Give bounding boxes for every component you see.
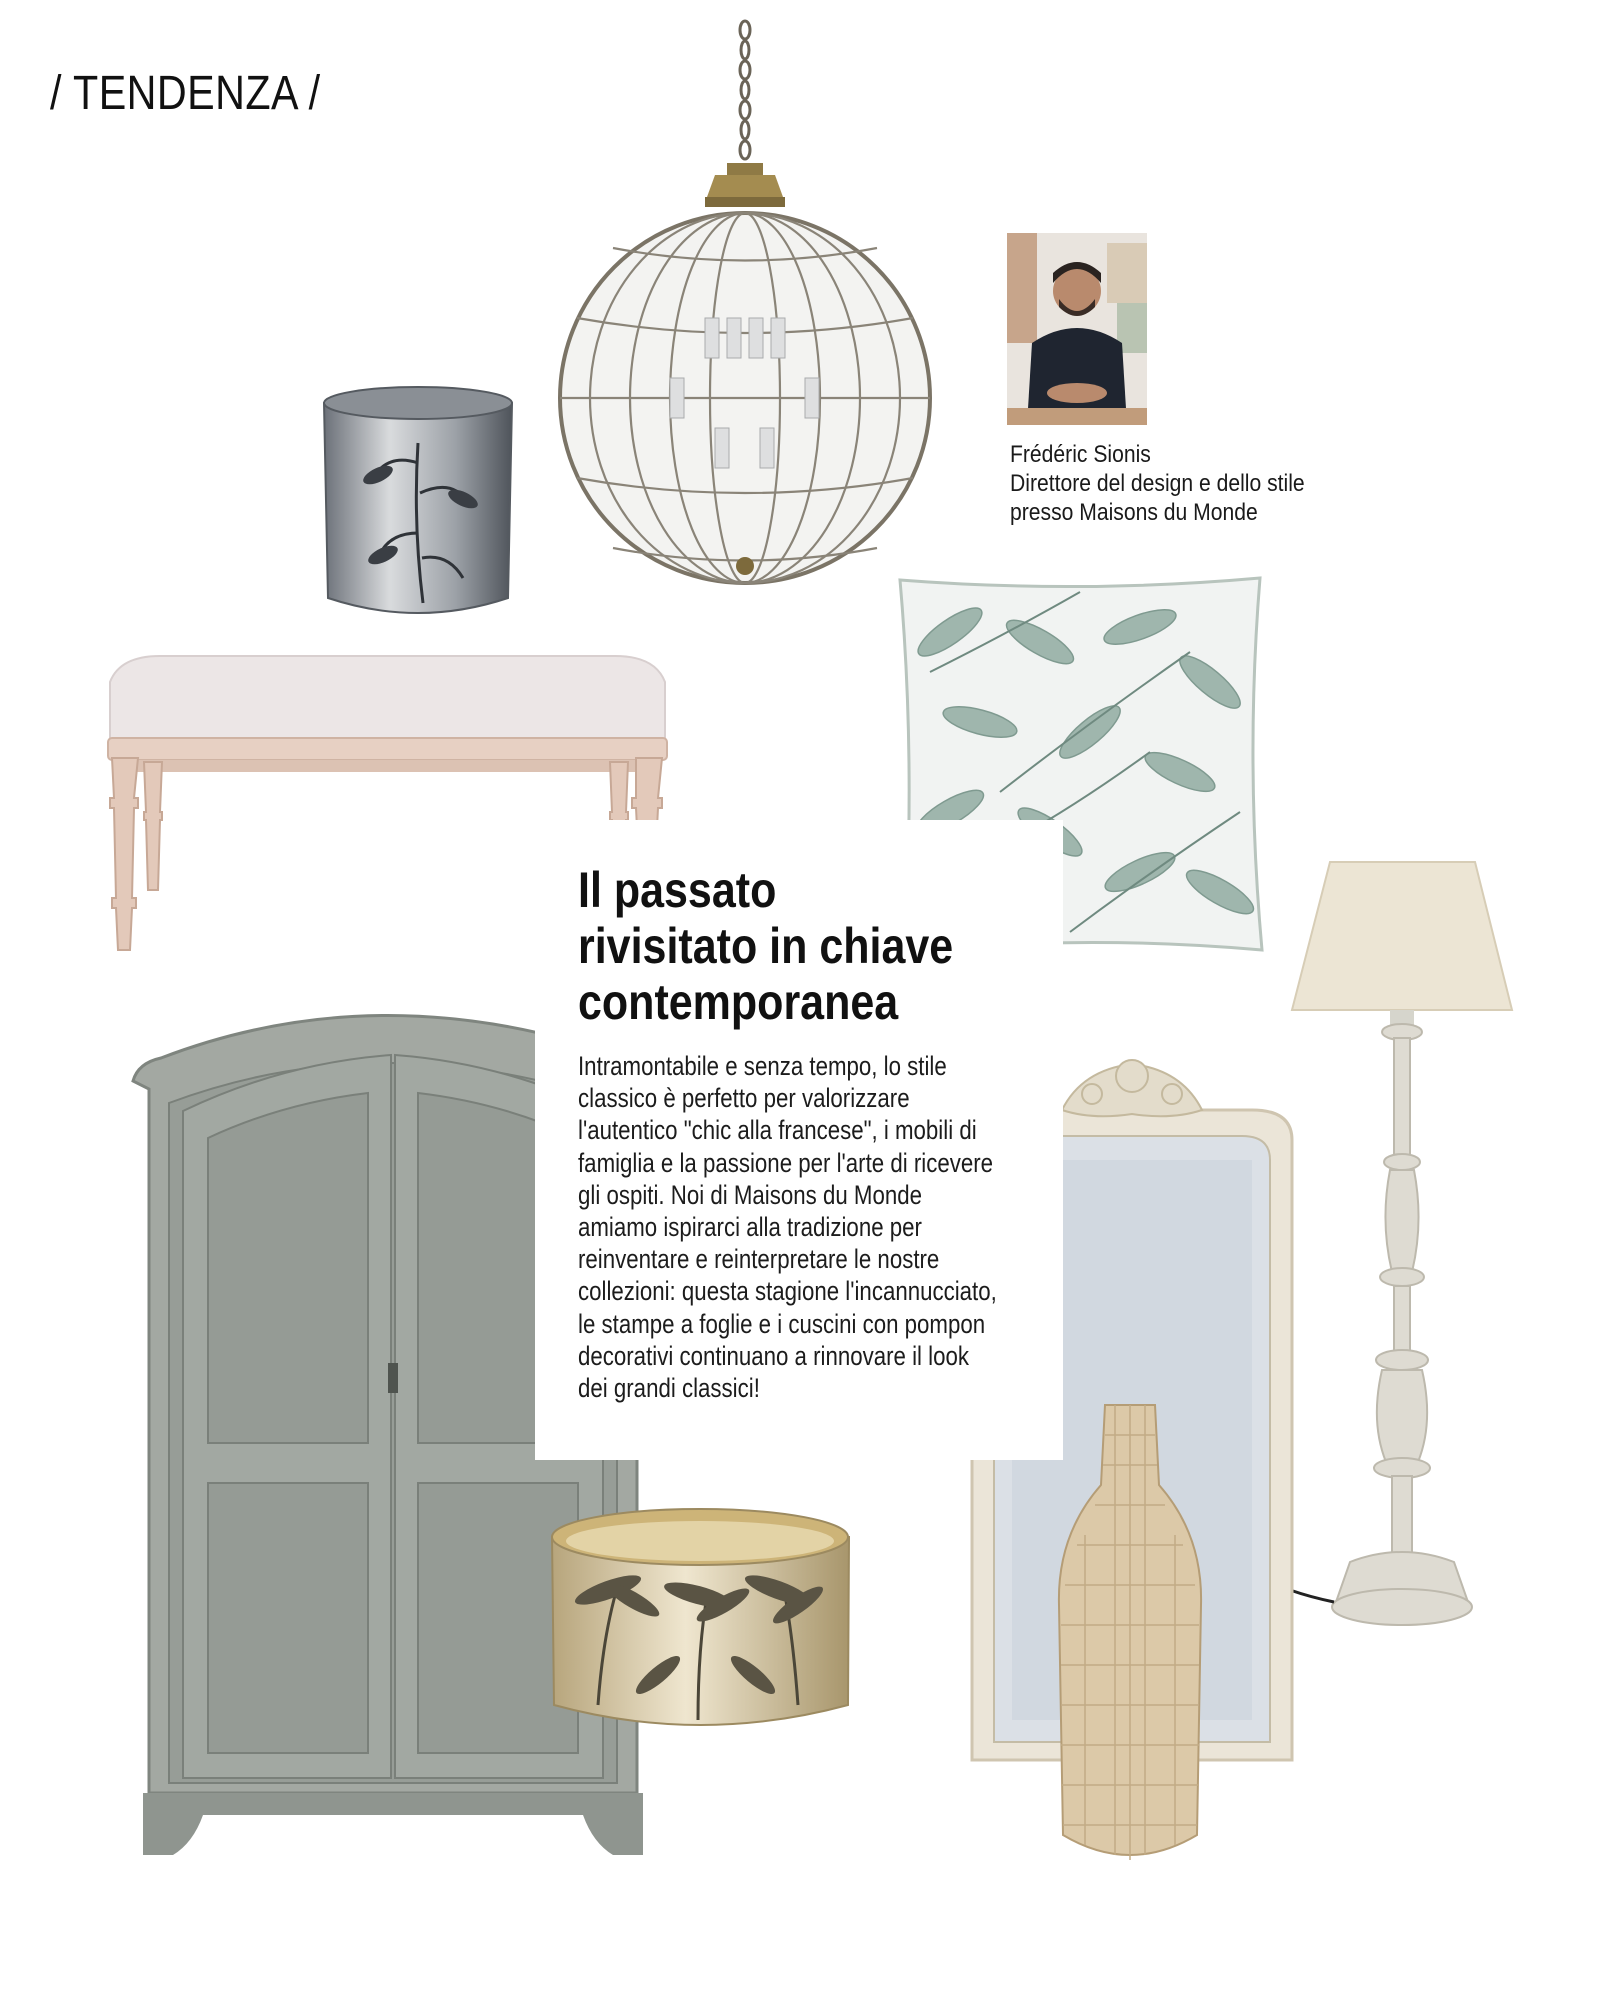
caption-role-line-1: Direttore del design e dello stile	[1010, 470, 1305, 497]
body-line: amiamo ispirarci alla tradizione per	[578, 1212, 922, 1243]
body-line: reinventare e reinterpretare le nostre	[578, 1244, 940, 1275]
body-line: classico è perfetto per valorizzare	[578, 1083, 910, 1114]
caption-name: Frédéric Sionis	[1010, 441, 1151, 468]
wicker-vase-image	[1055, 1405, 1205, 1865]
body-line: gli ospiti. Noi di Maisons du Monde	[578, 1179, 922, 1210]
portrait-photo	[1007, 233, 1147, 425]
body-line: l'autentico "chic alla francese", i mobili di	[578, 1115, 977, 1146]
headline-line-2: rivisitato in chiave	[578, 918, 954, 974]
headline-line-3: contemporanea	[578, 974, 899, 1030]
glass-candle-jar-image	[318, 383, 518, 623]
portrait-caption	[1010, 440, 1305, 527]
caption-role-line-2: presso Maisons du Monde	[1010, 499, 1258, 526]
body-line: Intramontabile e senza tempo, lo stile	[578, 1051, 947, 1081]
palm-print-candle-bowl-image	[548, 1505, 853, 1740]
body-line: dei grandi classici!	[578, 1373, 760, 1404]
body-line: collezioni: questa stagione l'incannucciato,	[578, 1276, 997, 1307]
article-body	[578, 1050, 997, 1404]
body-line: le stampe a foglie e i cuscini con pompon	[578, 1308, 986, 1339]
section-label: / TENDENZA /	[50, 67, 321, 120]
floor-lamp-image	[1290, 862, 1515, 1642]
headline-line-1: Il passato	[578, 862, 777, 918]
body-line: decorativi continuano a rinnovare il look	[578, 1340, 970, 1371]
body-line: famiglia e la passione per l'arte di ricevere	[578, 1147, 994, 1178]
pendant-lamp-image	[555, 18, 935, 578]
article-headline	[578, 862, 953, 1030]
